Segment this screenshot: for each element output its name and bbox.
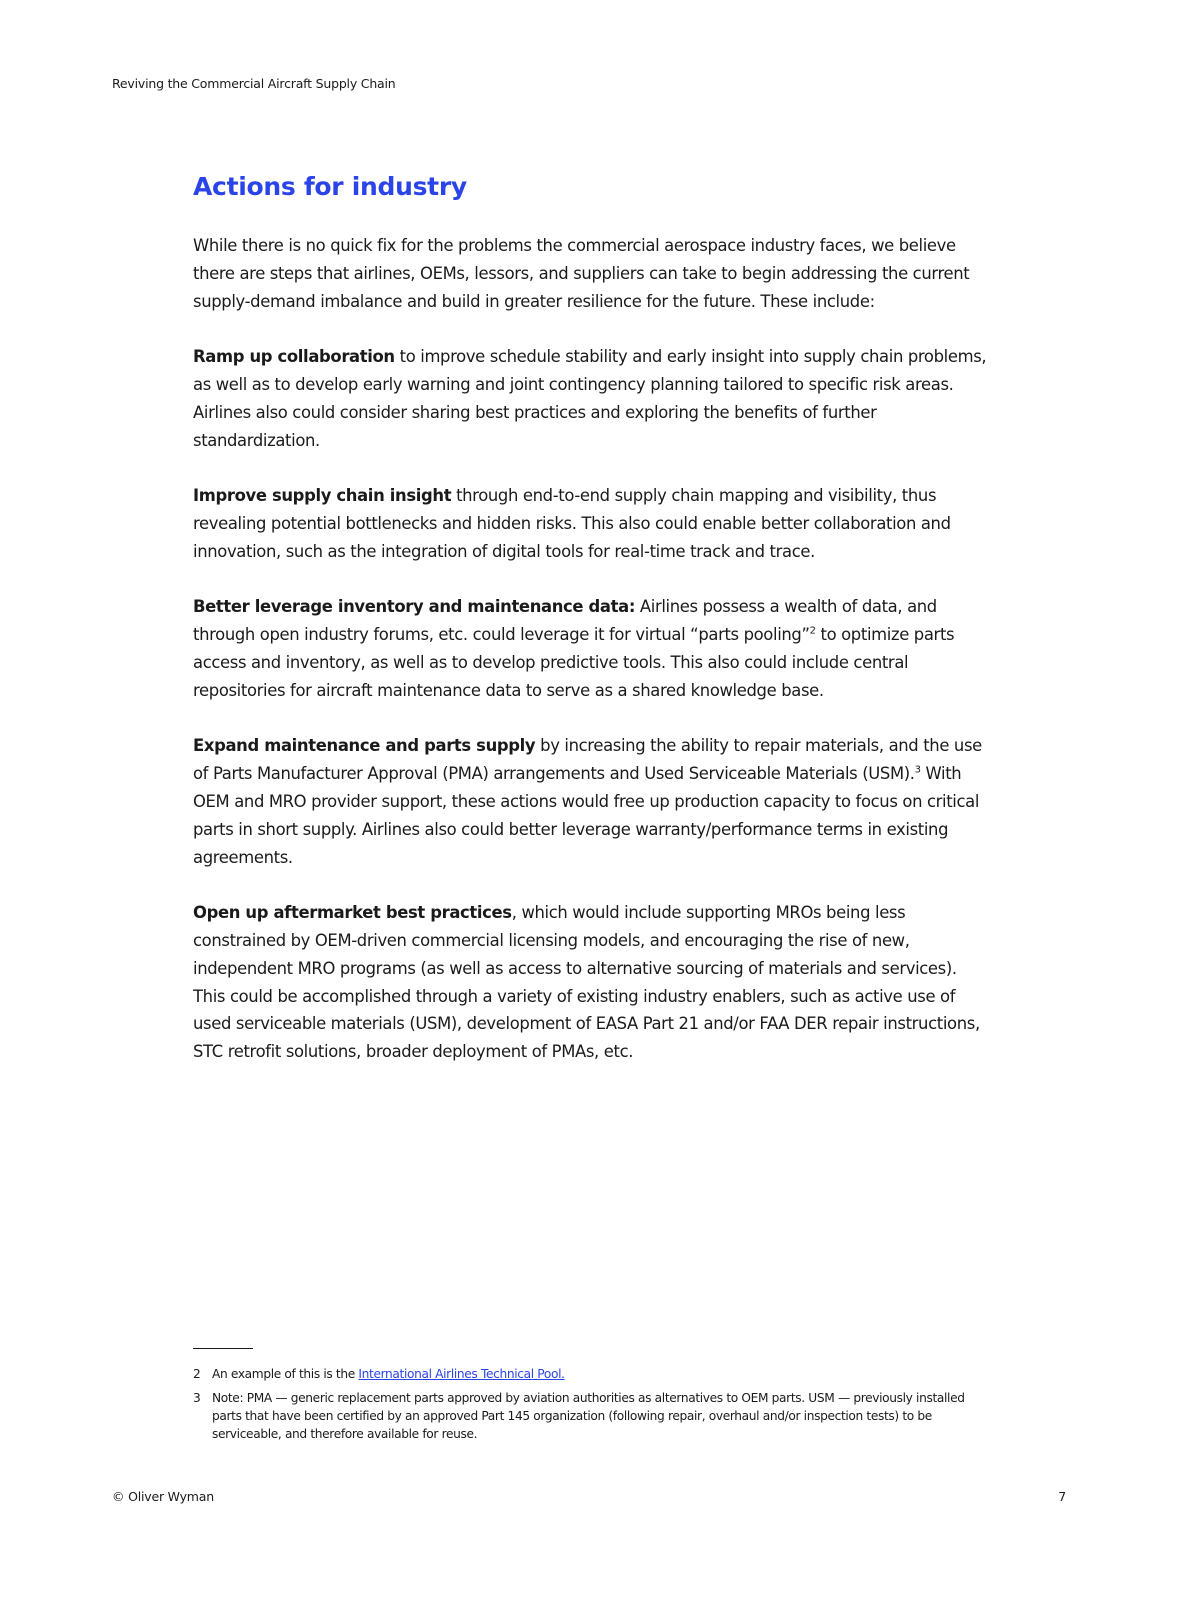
page-footer <box>112 1489 1066 1504</box>
footnote-item <box>193 1389 983 1443</box>
action-paragraph <box>193 482 993 565</box>
action-text: through end-to-end supply chain mapping and visibility, thus revealing potential bottlenecks and hidden risks. This also could enable better collaboration and innovation, such as the integration of digital tools for real-time track and trace. <box>193 486 951 561</box>
action-text: to optimize parts access and inventory, as well as to develop predictive tools. This also could include central repositories for aircraft maintenance data to serve as a shared knowledge base. <box>193 625 955 700</box>
action-lead: Ramp up collaboration <box>193 347 395 367</box>
footnotes <box>193 1348 983 1449</box>
action-text: to improve schedule stability and early insight into supply chain problems, as well as to develop early warning and joint contingency planning tailored to specific risk areas. Airlines also could consider sharing best practices and exploring the benefits of further standardization. <box>193 347 987 450</box>
action-lead: Improve supply chain insight <box>193 486 452 506</box>
footnote-item <box>193 1365 983 1383</box>
copyright: © Oliver Wyman <box>112 1489 214 1504</box>
footnote-divider <box>193 1348 253 1349</box>
footnote-text: Note: PMA — generic replacement parts approved by aviation authorities as alternatives to OEM parts. USM — previously installed parts that have been certified by an approved Part 145 organization (following repair, overhaul and/or inspection tests) to be serviceable, and therefore available for reuse. <box>212 1391 965 1441</box>
intro-paragraph: While there is no quick fix for the problems the commercial aerospace industry faces, we believe there are steps that airlines, OEMs, lessors, and suppliers can take to begin addressing the current supply-demand imbalance and build in greater resilience for the future. These include: <box>193 236 970 311</box>
main-content <box>193 170 993 1094</box>
action-lead: Expand maintenance and parts supply <box>193 736 536 756</box>
action-paragraph <box>193 732 993 871</box>
action-paragraph <box>193 343 993 454</box>
footnote-body: An example of this is the <box>212 1367 359 1381</box>
action-text: by increasing the ability to repair materials, and the use of Parts Manufacturer Approval (PMA) arrangements and Used Serviceable Materials (USM). <box>193 736 982 784</box>
footnote-number: 3 <box>193 1391 201 1405</box>
section-title: Actions for industry <box>193 172 467 201</box>
action-text: With OEM and MRO provider support, these actions would free up production capacity to focus on critical parts in short supply. Airlines also could better leverage warranty/performance terms in existing agreements. <box>193 764 980 867</box>
footnote-ref: 2 <box>809 625 816 637</box>
action-text: , which would include supporting MROs being less constrained by OEM-driven commercial licensing models, and encouraging the rise of new, independent MRO programs (as well as access to alternative sourcing of materials and services). This could be accomplished through a variety of existing industry enablers, such as active use of used serviceable materials (USM), development of EASA Part 21 and/or FAA DER repair instructions, STC retrofit solutions, broader deployment of PMAs, etc. <box>193 903 980 1062</box>
action-lead: Better leverage inventory and maintenance data: <box>193 597 636 617</box>
iatp-link[interactable]: International Airlines Technical Pool. <box>358 1367 565 1381</box>
footnote-ref: 3 <box>914 764 921 776</box>
action-paragraph <box>193 899 993 1066</box>
action-paragraph <box>193 593 993 704</box>
action-text: Airlines possess a wealth of data, and through open industry forums, etc. could leverage it for virtual “parts pooling” <box>193 597 937 645</box>
footnote-number: 2 <box>193 1367 201 1381</box>
running-header: Reviving the Commercial Aircraft Supply Chain <box>112 76 396 91</box>
footnote-text <box>212 1365 565 1383</box>
action-lead: Open up aftermarket best practices <box>193 903 512 923</box>
page-number: 7 <box>1058 1489 1066 1504</box>
